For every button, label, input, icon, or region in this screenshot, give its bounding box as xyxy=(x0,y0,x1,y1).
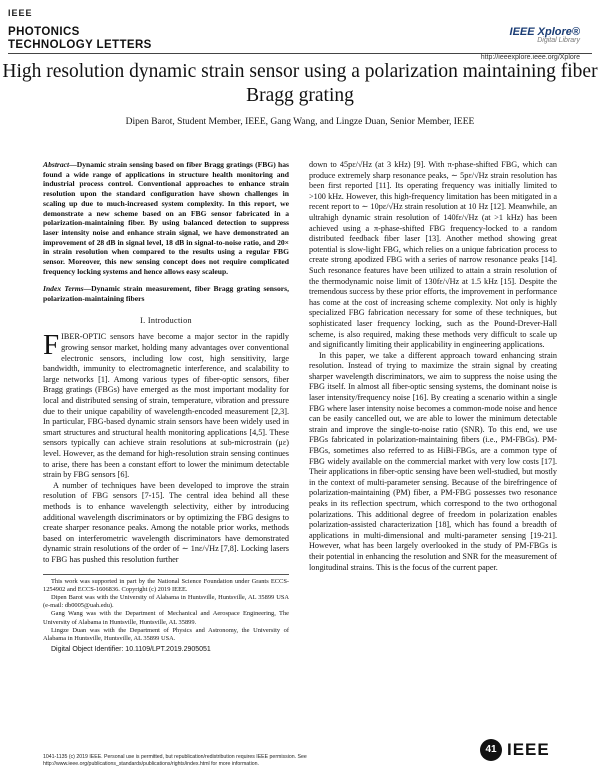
intro-paragraph-1-text: IBER-OPTIC sensors have become a major sector in the rapidly growing sensor market, holding many advantages over conventional electronic sensors, including low cost, high sensitivity, large bandwidth, immunity to electromagnetic interference, and scalability to large networks [1]. Among various types of fiber-optic sensors, fiber Bragg gratings (FBGs) have emerged as the most important modality for local and distributed sensing of strain, temperature, vibration and pressure due to their unique capability of wavelength-encoded measurement [2,3]. In particular, FBG-based dynamic strain sensors have been widely used in smart structures and structural health monitoring applications [4,5]. These sensors typically can achieve strain resolutions at sub-microstrain (με) level. However, as the demand for high-resolution strain sensing continues to arise, there has been a constant effort to lower the minimum detectable strain by FBG sensors [6]. xyxy=(43,332,289,480)
right-paragraph-2: In this paper, we take a different approach toward enhancing strain resolution. Instead of trying to maximize the strain signal by creating sharper wavelength discriminators, we aim to suppress the noise using the FBG itself. In almost all fiber-optic sensing systems, the dominant noise is laser intensity/frequency noise [16]. By creating a scenario within a single FBG where laser intensity noise becomes a common-mode noise and hence can be easily cancelled out, we are able to lower the minimum detectable strain and improve the single-to-noise ratio (SNR). To this end, we use FBGs fabricated in polarization-maintaining fibers (i.e., PM-FBGs). PM-FBGs, sometimes also referred to as HiBi-FBGs, are a common type of FBG widely available on the commercial market with very low costs [17]. Their applications in fiber-optic sensing have been well-studied, but mostly in the context of multi-parameter sensing. Because of the birefringence of polarization-maintaining (PM) fiber, a PM-FBG possesses two resonance peaks in its reflection spectrum, which correspond to the two orthogonal polarizations. This additional degree of freedom in polarization enables polarization-assisted characterization [18], which has found a breadth of applications in multi-dimensional and multi-parameter sensing [19-21]. However, what has been largely overlooked in the study of PM-FBGs is their potential in enhancing the resolution and SNR for the measurement of longitudinal strains. This is the focus of the current paper. xyxy=(309,350,557,572)
index-terms-text: —Dynamic strain measurement, fiber Bragg grating sensors, polarization-maintaining fibers xyxy=(43,284,290,304)
journal-name-line1: PHOTONICS xyxy=(8,26,80,38)
ieee-xplore-logo[interactable] xyxy=(510,26,580,44)
journal-name xyxy=(8,26,152,52)
author-list: Dipen Barot, Student Member, IEEE, Gang Wang, and Lingze Duan, Senior Member, IEEE xyxy=(125,117,475,127)
index-terms xyxy=(43,284,289,303)
xplore-name: IEEE Xplore® xyxy=(509,26,580,38)
left-column xyxy=(43,160,289,654)
footnote-author-3: Lingze Duan was with the Department of Physics and Astronomy, the University of Alabama in Huntsville, Huntsville, AL 35899 USA. xyxy=(43,626,289,642)
xplore-url-link[interactable]: http://ieeexplore.ieee.org/Xplore xyxy=(480,54,580,61)
index-terms-lead: Index Terms xyxy=(43,284,84,294)
right-paragraph-1: down to 45pε/√Hz (at 3 kHz) [9]. With π-phase-shifted FBG, which can produce extremely sharp resonance peaks, ∼ 5pε/√Hz strain resolution has been first reported [11]. Its operating frequency was initially limited to >100 kHz. However, this high-frequency limitation has been mitigated in a recent report to ∼ 10pε/√Hz strain resolution at 10 Hz [12]. Meanwhile, an ultrahigh dynamic strain resolution of 140fε/√Hz (at >1 kHz) has been achieved using a π-phase-shifted FBG frequency-locked to a random distributed feedback fiber laser [13]. Another method showing great potential is slow-light FBG, which relies on a unique fabrication process to create strong apodized FBG with a series of narrow resonance peaks [14]. Such resonance features have been utilized to attain a strain resolution of the thermodynamic noise limit of 130fε/√Hz at 1.5 kHz [15]. Despite the tremendous success by these prior efforts, the improvement in performance has come at the cost of increasing scheme complexity. Not only is highly specialized FBG fabrication necessary for some of these techniques, but sophisticated laser frequency locking, such as the Pound-Drever-Hall scheme, is also required, making these methods very difficult to scale up and significantly limiting their applicability in engineering applications. xyxy=(309,160,557,350)
abstract-text: —Dynamic strain sensing based on fiber Bragg gratings (FBG) has found a wide range of applications in structure health monitoring and industrial process control. Conventional approaches to enhance strain resolution upon the standard configuration have shown challenges in scaling up due to much-increased system complexity. In this report, we demonstrate a new scheme based on an FBG sensor fabricated in a polarization-maintaining fiber. By using balanced detection to suppress laser intensity noise and enhance strain signal, we have demonstrated an improvement of 28 dB in signal level, 18 dB in signal-to-noise ratio, and 20× in strain resolution when compared to the results using a regular FBG sensor. Moreover, this new sensing concept does not require complicated frequency locking systems and hence allows easy scaleup. xyxy=(43,160,289,276)
ieee-small-mark: IEEE xyxy=(8,8,33,18)
journal-name-line2: TECHNOLOGY LETTERS xyxy=(8,39,152,51)
ieee-logo xyxy=(480,736,580,766)
abstract-lead: Abstract xyxy=(43,160,70,169)
footnotes xyxy=(43,574,289,655)
drop-cap: F xyxy=(43,329,60,362)
doi-line: Digital Object Identifier: 10.1109/LPT.2019.2905051 xyxy=(51,646,211,654)
intro-paragraph-2: A number of techniques have been developed to improve the strain resolution of FBG sensors [7-15]. The central idea behind all these methods is to enhance wavelength selectivity, either by introducing additional wavelength discriminators or by optimizing the FBG designs to create sharper resonance peaks. Among the notable prior works, methods based on interferometric wavelength discriminators have demonstrated dynamic strain resolutions of the order of ∼ 1nε/√Hz [7,8]. Locking lasers to FBG has pushed this resolution further xyxy=(43,480,289,564)
copyright-notice: 1041-1135 (c) 2019 IEEE. Personal use is permitted, but republication/redistribution requires IEEE permission. See http://www.ieee.org/publications_standards/publications/rights/index.html for more information. xyxy=(43,754,307,767)
intro-paragraph-1 xyxy=(43,329,289,480)
footnote-author-2: Gang Wang was with the Department of Mechanical and Aerospace Engineering, The University of Alabama in Huntsville, Huntsville, AL 35899. xyxy=(43,610,289,626)
section-heading-introduction: I. Introduction xyxy=(140,315,192,325)
footnote-funding: This work was supported in part by the National Science Foundation under Grants ECCS-1254902 and ECCS-1606836. Copyright (c) 2019 IEEE. xyxy=(43,577,289,593)
footnote-author-1: Dipen Barot was with the University of Alabama in Huntsville, Huntsville, AL 35899 USA (e-mail: db0005@uah.edu). xyxy=(43,593,289,610)
paper-title: High resolution dynamic strain sensor using a polarization maintaining fiber Bragg grating xyxy=(2,61,598,106)
page-badge-icon: 41 xyxy=(480,739,502,761)
xplore-subtitle: Digital Library xyxy=(537,37,580,44)
right-column xyxy=(309,160,557,573)
abstract xyxy=(43,160,289,276)
ieee-logo-text: IEEE xyxy=(507,740,550,759)
